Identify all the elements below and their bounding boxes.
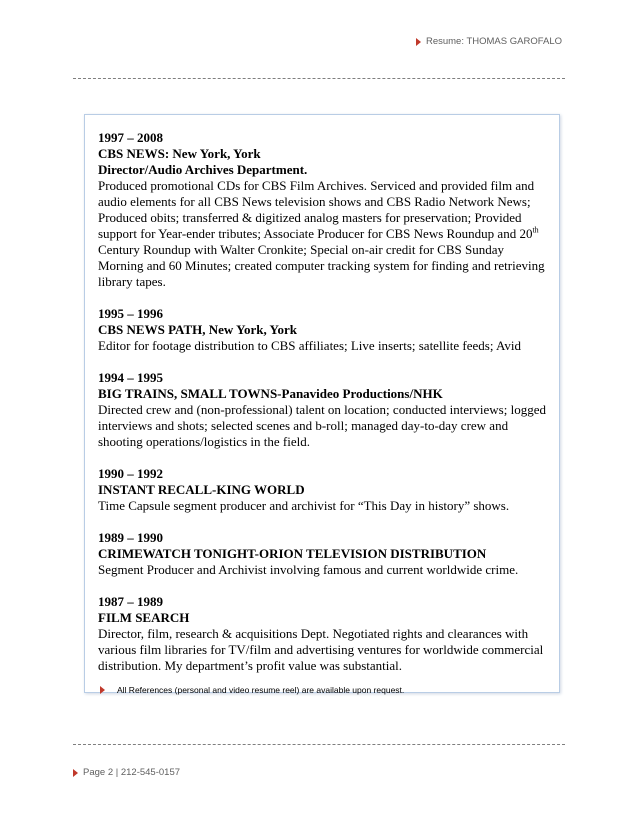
entry-big-trains <box>98 370 548 450</box>
references-text: All References (personal and video resume reel) are available upon request. <box>117 685 405 695</box>
entry-organization: CBS NEWS PATH, New York, York <box>98 322 297 337</box>
entry-cbs-news-path <box>98 306 548 354</box>
entry-years: 1997 – 2008 <box>98 130 163 145</box>
resume-content <box>98 130 548 698</box>
entry-organization: CBS NEWS: New York, York <box>98 146 261 161</box>
entry-years: 1987 – 1989 <box>98 594 163 609</box>
header-text: Resume: THOMAS GAROFALO <box>425 36 562 47</box>
entry-organization: BIG TRAINS, SMALL TOWNS-Panavideo Productions/NHK <box>98 386 443 401</box>
entry-instant-recall <box>98 466 548 514</box>
triangle-bullet-icon <box>416 38 421 46</box>
entry-film-search <box>98 594 548 674</box>
entry-crimewatch <box>98 530 548 578</box>
page-footer <box>73 767 180 778</box>
entry-organization: FILM SEARCH <box>98 610 190 625</box>
entry-description: Produced promotional CDs for CBS Film Archives. Serviced and provided film and audio elements for all CBS News television shows and CBS Radio Network News; Produced obits; transferred & digitized analog masters for preservation; Provided support for Year-ender tributes; Associate Producer for CBS News Roundup and 20th Century Roundup with Walter Cronkite; Special on-air credit for CBS Sunday Morning and 60 Minutes; created computer tracking system for finding and retrieving library tapes. <box>98 178 545 289</box>
bottom-divider <box>73 744 565 745</box>
entry-description: Editor for footage distribution to CBS affiliates; Live inserts; satellite feeds; Avid <box>98 338 522 353</box>
entry-organization: CRIMEWATCH TONIGHT-ORION TELEVISION DISTRIBUTION <box>98 546 487 561</box>
top-divider <box>73 78 565 79</box>
entry-description: Time Capsule segment producer and archivist for “This Day in history” shows. <box>98 498 510 513</box>
page-header <box>416 36 562 47</box>
triangle-bullet-icon <box>73 769 78 777</box>
entry-description: Segment Producer and Archivist involving famous and current worldwide crime. <box>98 562 519 577</box>
entry-organization: INSTANT RECALL-KING WORLD <box>98 482 305 497</box>
references-note <box>98 682 548 698</box>
entry-years: 1994 – 1995 <box>98 370 163 385</box>
footer-text: Page 2 | 212-545-0157 <box>83 767 181 778</box>
entry-description: Director, film, research & acquisitions Dept. Negotiated rights and clearances with various film libraries for TV/film and advertising ventures for worldwide commercial distribution. My department’s profit value was substantial. <box>98 626 544 673</box>
entry-years: 1990 – 1992 <box>98 466 163 481</box>
entry-description: Directed crew and (non-professional) talent on location; conducted interviews; logged interviews and shots; selected scenes and b-roll; managed day-to-day crew and shooting operations/logistics in the field. <box>98 402 546 449</box>
entry-years: 1989 – 1990 <box>98 530 163 545</box>
entry-role: Director/Audio Archives Department. <box>98 162 308 177</box>
triangle-bullet-icon <box>100 686 105 694</box>
entry-years: 1995 – 1996 <box>98 306 163 321</box>
entry-cbs-news <box>98 130 548 290</box>
